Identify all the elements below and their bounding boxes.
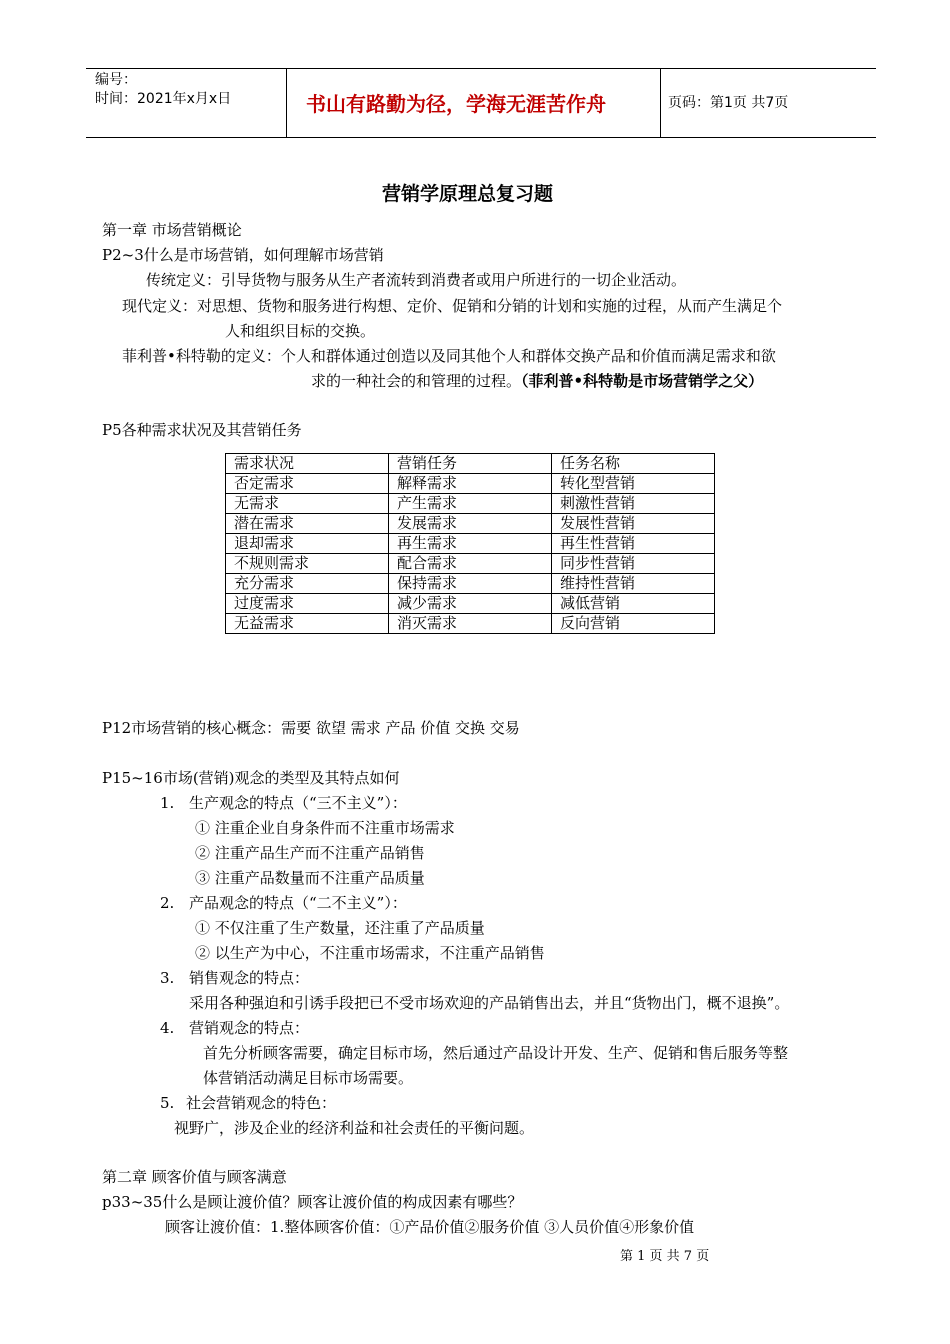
header-time: 时间：2021年x月x日 xyxy=(95,91,232,107)
selling-concept-title: 销售观念的特点： xyxy=(189,969,310,987)
selling-concept-body: 采用各种强迫和引诱手段把已不受市场欢迎的产品销售出去，并且“货物出门，概不退换”。 xyxy=(189,994,790,1012)
list-number: 2. xyxy=(160,894,175,912)
kotler-note: （菲利普•科特勒是市场营销学之父） xyxy=(521,372,764,390)
table-row xyxy=(226,474,715,494)
customer-delivered-value-line: 顾客让渡价值：1.整体顾客价值：①产品价值②服务价值 ③人员价值④形象价值 xyxy=(165,1218,695,1236)
question-customer-delivered-value: p33~35什么是顾让渡价值？顾客让渡价值的构成因素有哪些？ xyxy=(102,1193,523,1211)
page-title: 营销学原理总复习题 xyxy=(382,183,554,205)
list-number: 5. xyxy=(160,1094,175,1112)
list-item: ① 注重企业自身条件而不注重市场需求 xyxy=(195,819,455,837)
table-cell: 无益需求 xyxy=(226,614,389,634)
header-number: 编号： xyxy=(95,72,137,88)
societal-concept-title: 社会营销观念的特色： xyxy=(186,1094,337,1112)
list-number: 1. xyxy=(160,794,175,812)
page-footer: 第 1 页 共 7 页 xyxy=(620,1249,710,1264)
table-row xyxy=(226,534,715,554)
question-demand-states: P5各种需求状况及其营销任务 xyxy=(102,421,302,439)
table-cell: 再生需求 xyxy=(389,534,552,554)
kotler-definition-line1: 菲利普•科特勒的定义：个人和群体通过创造以及同其他个人和群体交换产品和价值而满足需求和欲 xyxy=(122,347,776,365)
traditional-definition: 传统定义：引导货物与服务从生产者流转到消费者或用户所进行的一切企业活动。 xyxy=(146,271,687,289)
table-cell: 退却需求 xyxy=(226,534,389,554)
demand-table xyxy=(225,453,715,634)
table-cell: 过度需求 xyxy=(226,594,389,614)
header-divider xyxy=(660,69,661,137)
table-cell: 发展需求 xyxy=(389,514,552,534)
table-header-cell: 任务名称 xyxy=(552,454,715,474)
table-cell: 再生性营销 xyxy=(552,534,715,554)
list-item: ③ 注重产品数量而不注重产品质量 xyxy=(195,869,425,887)
table-row xyxy=(226,614,715,634)
table-cell: 产生需求 xyxy=(389,494,552,514)
marketing-concept-body-line2: 体营销活动满足目标市场需要。 xyxy=(203,1069,414,1087)
table-row xyxy=(226,494,715,514)
table-cell: 减少需求 xyxy=(389,594,552,614)
table-cell: 同步性营销 xyxy=(552,554,715,574)
production-concept-title: 生产观念的特点（“三不主义”）： xyxy=(189,794,407,812)
list-number: 4. xyxy=(160,1019,175,1037)
list-number: 3. xyxy=(160,969,175,987)
table-cell: 充分需求 xyxy=(226,574,389,594)
table-row xyxy=(226,514,715,534)
societal-concept-body: 视野广，涉及企业的经济利益和社会责任的平衡问题。 xyxy=(174,1119,535,1137)
header-divider xyxy=(286,69,287,137)
chapter1-heading: 第一章 市场营销概论 xyxy=(102,221,242,239)
list-item: ② 注重产品生产而不注重产品销售 xyxy=(195,844,425,862)
table-cell: 潜在需求 xyxy=(226,514,389,534)
table-cell: 解释需求 xyxy=(389,474,552,494)
table-cell: 不规则需求 xyxy=(226,554,389,574)
table-cell: 转化型营销 xyxy=(552,474,715,494)
question-marketing-definition: P2~3什么是市场营销，如何理解市场营销 xyxy=(102,246,384,264)
table-cell: 刺激性营销 xyxy=(552,494,715,514)
table-cell: 否定需求 xyxy=(226,474,389,494)
table-header-cell: 需求状况 xyxy=(226,454,389,474)
modern-definition-line2: 人和组织目标的交换。 xyxy=(225,322,376,340)
table-cell: 发展性营销 xyxy=(552,514,715,534)
chapter2-heading: 第二章 顾客价值与顾客满意 xyxy=(102,1168,287,1186)
table-cell: 配合需求 xyxy=(389,554,552,574)
question-marketing-concepts: P15~16市场(营销)观念的类型及其特点如何 xyxy=(102,769,400,787)
table-row xyxy=(226,594,715,614)
table-cell: 反向营销 xyxy=(552,614,715,634)
kotler-definition-text: 求的一种社会的和管理的过程。 xyxy=(311,372,522,390)
core-concepts: P12市场营销的核心概念：需要 欲望 需求 产品 价值 交换 交易 xyxy=(102,719,520,737)
table-cell: 无需求 xyxy=(226,494,389,514)
list-item: ① 不仅注重了生产数量，还注重了产品质量 xyxy=(195,919,485,937)
table-cell: 保持需求 xyxy=(389,574,552,594)
table-header-row xyxy=(226,454,715,474)
header-motto: 书山有路勤为径，学海无涯苦作舟 xyxy=(306,92,606,116)
table-header-cell: 营销任务 xyxy=(389,454,552,474)
marketing-concept-body-line1: 首先分析顾客需要，确定目标市场，然后通过产品设计开发、生产、促销和售后服务等整 xyxy=(203,1044,789,1062)
table-cell: 消灭需求 xyxy=(389,614,552,634)
header-page-number: 页码：第1页 共7页 xyxy=(668,95,789,111)
list-item: ② 以生产为中心，不注重市场需求，不注重产品销售 xyxy=(195,944,545,962)
table-row xyxy=(226,574,715,594)
marketing-concept-title: 营销观念的特点： xyxy=(189,1019,310,1037)
product-concept-title: 产品观念的特点（“二不主义”）： xyxy=(189,894,407,912)
table-cell: 维持性营销 xyxy=(552,574,715,594)
modern-definition-line1: 现代定义：对思想、货物和服务进行构想、定价、促销和分销的计划和实施的过程，从而产生满足个 xyxy=(122,297,783,315)
table-cell: 减低营销 xyxy=(552,594,715,614)
kotler-definition-line2 xyxy=(311,371,763,391)
table-row xyxy=(226,554,715,574)
